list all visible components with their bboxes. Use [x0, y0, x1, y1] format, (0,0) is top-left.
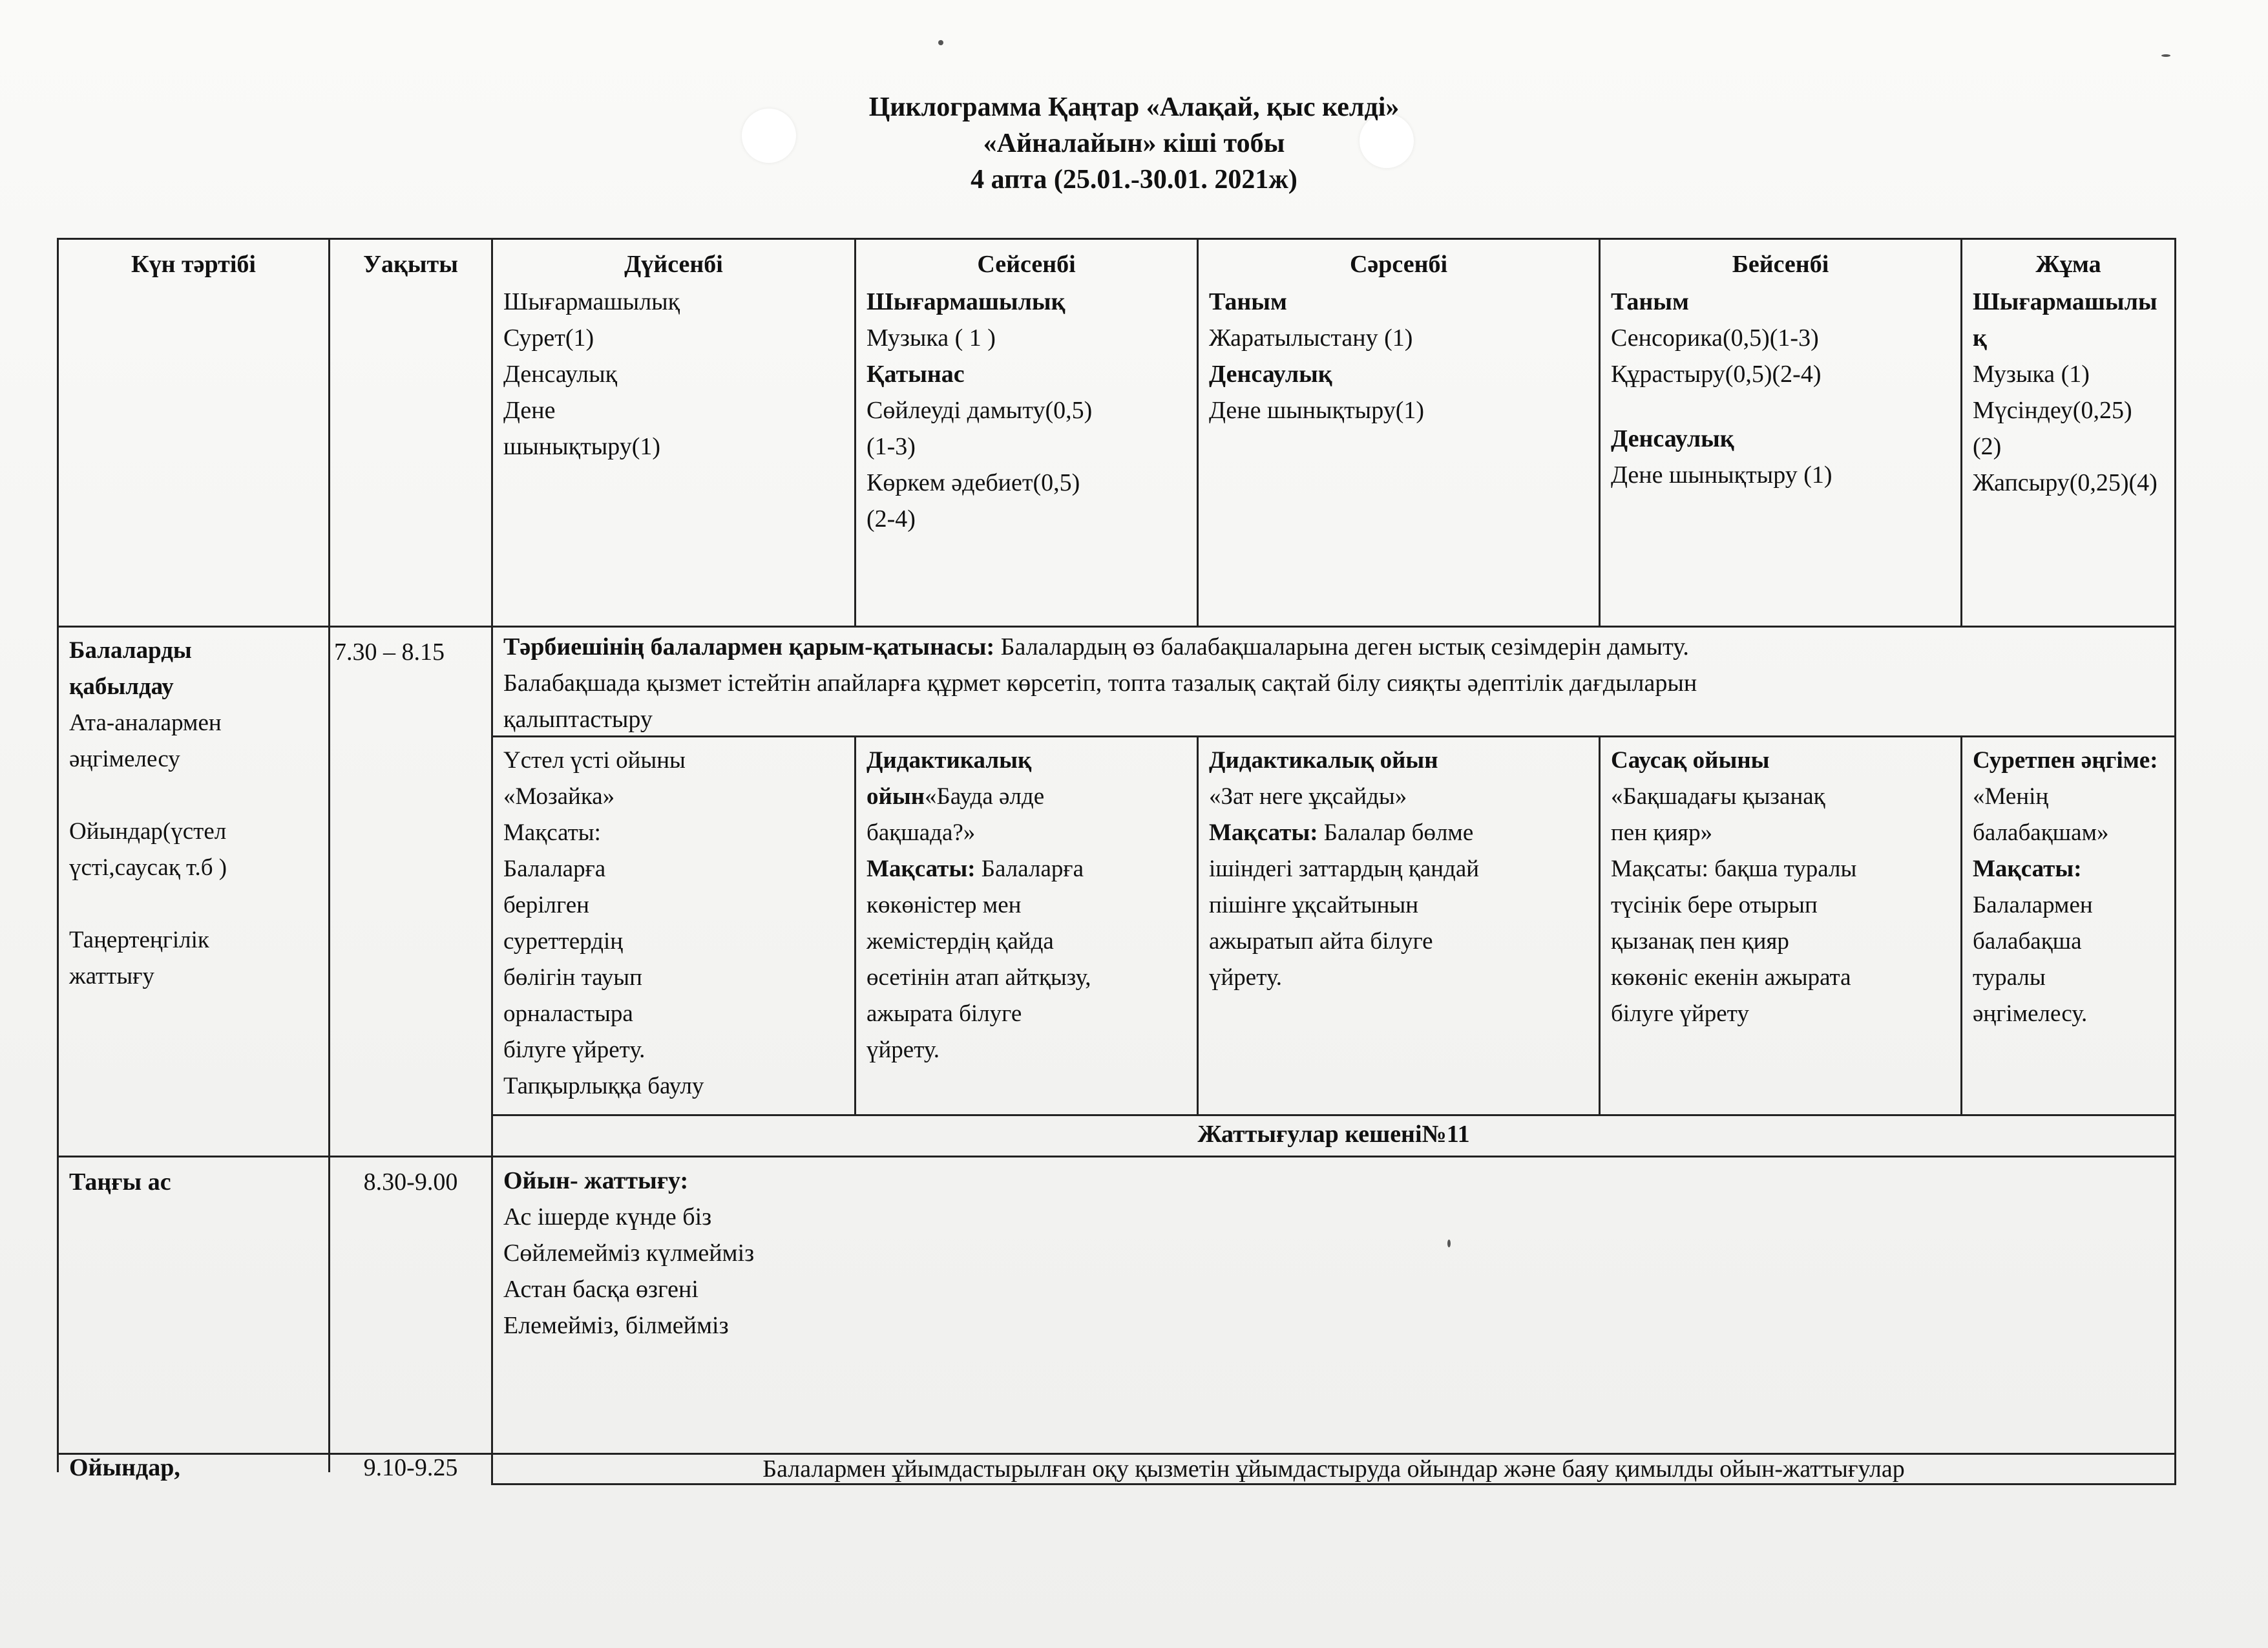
col-header-tuesday: [854, 238, 1197, 626]
group-name: «Айналайын» кіші тобы: [983, 129, 1285, 158]
subject-line: Мүсіндеу(0,25): [1973, 397, 2132, 424]
game-thursday: Саусақ ойыны «Бақшадағы қызанақ пен қияр» Мақсаты: бақша туралы түсінік бере отырып қызанақ пен қияр көкөніс екенін ажырата білуге үйрету: [1599, 735, 1960, 1114]
subject-line: Денсаулық: [503, 361, 618, 388]
subject-line: Шығармашылық: [503, 288, 680, 315]
communication-text: қалыптастыру: [503, 706, 653, 733]
subject-line: Құрастыру(0,5)(2-4): [1611, 361, 1822, 388]
document-title: Циклограмма Қаңтар «Алақай, қыс келді»: [868, 92, 1400, 122]
breakfast-activity: [491, 1156, 2176, 1453]
subject-area: қ: [1973, 324, 1987, 352]
subject-line: Сөйлеуді дамыту(0,5): [866, 397, 1093, 424]
subject-area: Таным: [1209, 288, 1287, 315]
col-header-time: Уақыты: [328, 238, 491, 626]
scan-speck: [938, 40, 943, 45]
games-label: Ойындар,: [57, 1453, 328, 1472]
poem-line: Елемейміз, білмейміз: [503, 1312, 729, 1339]
communication-text: Балабақшада қызмет істейтін апайларға құрмет көрсетіп, топта тазалық сақтай білу сияқты әдептілік дағдыларын: [503, 670, 1697, 697]
week-dates: 4 апта (25.01.-30.01. 2021ж): [971, 165, 1297, 195]
poem-line: Астан басқа өзгені: [503, 1276, 698, 1303]
subject-line: (2): [1973, 433, 2002, 460]
day-name: Сейсенбі: [977, 251, 1076, 278]
day-name: Жұма: [2035, 251, 2101, 278]
subject-line: (1-3): [866, 433, 916, 460]
communication-title: Тәрбиешінің балалармен қарым-қатынасы:: [503, 633, 995, 660]
subject-line: Көркем әдебиет(0,5): [866, 469, 1080, 496]
subject-line: Жапсыру(0,25)(4): [1973, 469, 2158, 496]
breakfast-label: Таңғы ас: [57, 1156, 328, 1453]
subject-line: Дене шынықтыру(1): [1209, 397, 1425, 424]
games-time: 9.10-9.25: [328, 1453, 491, 1472]
col-header-wednesday: [1197, 238, 1599, 626]
poem-line: Ас ішерде күнде біз: [503, 1203, 712, 1231]
game-friday: Суретпен әңгіме: «Менің балабақшам» Мақсаты: Балалармен балабақша туралы әңгімелесу.: [1960, 735, 2176, 1114]
subject-line: шынықтыру(1): [503, 433, 661, 460]
subject-line: Музыка ( 1 ): [866, 324, 996, 352]
teacher-communication: [491, 626, 2176, 735]
game-monday: Үстел үсті ойыны «Мозайка» Мақсаты: Балаларға берілген суреттердің бөлігін тауып орналастыра білуге үйрету. Тапқырлыққа баулу: [491, 735, 854, 1114]
subject-line: Сенсорика(0,5)(1-3): [1611, 324, 1819, 352]
day-name: Сәрсенбі: [1349, 251, 1448, 278]
document-header: [0, 89, 2268, 198]
subject-line: Дене шынықтыру (1): [1611, 461, 1832, 489]
col-header-thursday: [1599, 238, 1960, 626]
subject-area: Шығармашылық: [866, 288, 1066, 315]
subject-line: Музыка (1): [1973, 361, 2090, 388]
subject-area: Шығармашылы: [1973, 288, 2158, 315]
game-tuesday: Дидактикалық ойын«Бауда әлде бақшада?» Мақсаты: Балаларға көкөністер мен жемістердің қайда өсетінін атап айтқызу, ажырата білуге үйрету.: [854, 735, 1197, 1114]
col-header-regimen: Күн тәртібі: [57, 238, 328, 626]
reception-time: 7.30 – 8.15: [328, 626, 491, 1156]
reception-label: Балаларды қабылдау Ата-аналармен әңгімелесу Ойындар(үстел үсті,саусақ т.б ) Таңертеңгілік жаттығу: [57, 626, 328, 1156]
breakfast-time: 8.30-9.00: [328, 1156, 491, 1453]
games-description: Балалармен ұйымдастырылған оқу қызметін ұйымдастыруда ойындар және баяу қимылды ойын-жаттығулар: [491, 1453, 2176, 1485]
poem-line: Сөйлемейміз күлмейміз: [503, 1240, 755, 1267]
subject-area: Таным: [1611, 288, 1689, 315]
day-name: Дүйсенбі: [624, 251, 723, 278]
exercise-complex: Жаттығулар кешені№11: [491, 1114, 2176, 1156]
cyclogram-table: [57, 238, 2176, 1483]
day-name: Бейсенбі: [1732, 251, 1829, 278]
game-wednesday: Дидактикалық ойын «Зат неге ұқсайды» Мақсаты: Балалар бөлме ішіндегі заттардың қандай пішінге ұқсайтынын ажыратып айта білуге үйрету.: [1197, 735, 1599, 1114]
communication-text: Балалардың өз балабақшаларына деген ыстық сезімдерін дамыту.: [994, 633, 1689, 660]
col-header-friday: [1960, 238, 2176, 626]
col-header-monday: [491, 238, 854, 626]
subject-area: Қатынас: [866, 361, 965, 388]
subject-line: Дене: [503, 397, 556, 424]
subject-line: (2-4): [866, 505, 916, 533]
subject-area: Денсаулық: [1209, 361, 1332, 388]
subject-area: Денсаулық: [1611, 425, 1734, 452]
subject-line: Жаратылыстану (1): [1209, 324, 1413, 352]
activity-title: Ойын- жаттығу:: [503, 1167, 689, 1194]
subject-line: Сурет(1): [503, 324, 594, 352]
scan-speck: [2161, 54, 2170, 57]
